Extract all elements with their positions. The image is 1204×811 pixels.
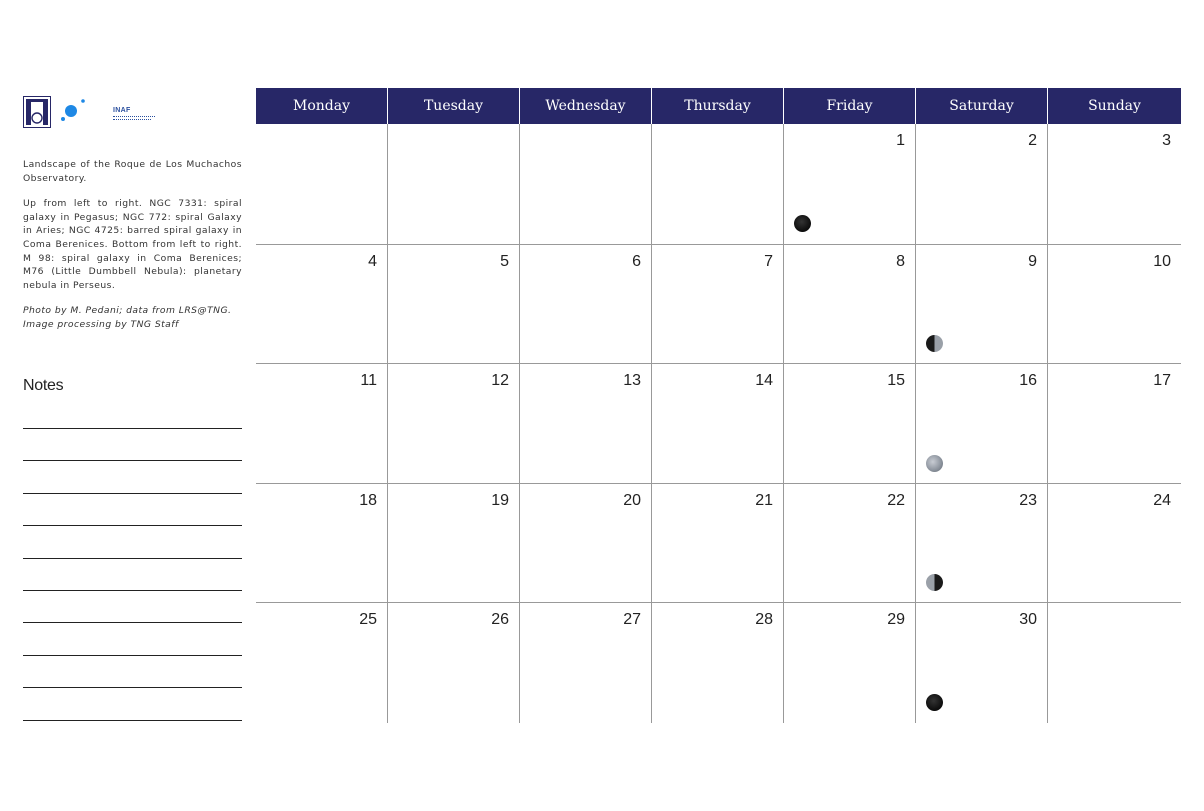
day-number: 19 — [491, 491, 509, 509]
day-cell — [520, 124, 652, 244]
note-line[interactable] — [23, 460, 242, 461]
day-number: 30 — [1019, 611, 1037, 629]
day-cell[interactable] — [652, 245, 784, 365]
inaf-logo-subtitle — [113, 116, 155, 118]
day-number: 9 — [1028, 252, 1037, 270]
day-number: 29 — [887, 611, 905, 629]
day-cell[interactable] — [388, 245, 520, 365]
day-number: 3 — [1162, 132, 1171, 149]
day-cell[interactable] — [256, 245, 388, 365]
day-cell — [388, 124, 520, 244]
day-number: 10 — [1153, 252, 1171, 270]
day-cell[interactable] — [784, 245, 916, 365]
day-number: 6 — [632, 252, 641, 270]
day-cell[interactable] — [916, 245, 1048, 365]
tng-logo-icon — [23, 96, 51, 128]
day-cell[interactable] — [652, 484, 784, 604]
day-number: 5 — [500, 252, 509, 270]
day-cell[interactable] — [916, 603, 1048, 723]
calendar-grid — [256, 124, 1181, 723]
day-cell[interactable] — [652, 603, 784, 723]
day-number: 7 — [764, 252, 773, 270]
day-number: 27 — [623, 611, 641, 629]
day-number: 18 — [359, 491, 377, 509]
new-moon-icon — [926, 694, 943, 711]
day-cell[interactable] — [256, 484, 388, 604]
day-cell[interactable] — [520, 364, 652, 484]
day-cell[interactable] — [784, 124, 916, 244]
inaf-logo-icon — [59, 98, 109, 124]
day-cell — [652, 124, 784, 244]
caption-galaxies: Up from left to right. NGC 7331: spiral galaxy in Pegasus; NGC 772: spiral Galaxy in Aries; NGC 4725: barred spiral galaxy in Coma Berenices. Bottom from left to right. M 98: spiral galaxy in Coma Berenices; M76 (Little Dumbbell Nebula): planetary nebula in Perseus. — [23, 198, 242, 291]
day-cell[interactable] — [388, 603, 520, 723]
week-row — [256, 124, 1181, 244]
day-cell[interactable] — [520, 484, 652, 604]
note-line[interactable] — [23, 558, 242, 559]
week-row — [256, 602, 1181, 723]
inaf-logo-subtitle — [113, 119, 151, 121]
weekday-header — [256, 88, 1181, 124]
weekday-thursday: Thursday — [652, 88, 784, 124]
note-line[interactable] — [23, 590, 242, 591]
day-cell[interactable] — [388, 484, 520, 604]
day-cell[interactable] — [1048, 124, 1181, 244]
day-cell[interactable] — [1048, 245, 1181, 365]
day-cell[interactable] — [256, 364, 388, 484]
day-cell[interactable] — [784, 364, 916, 484]
note-line[interactable] — [23, 493, 242, 494]
week-row — [256, 483, 1181, 604]
photo-credit: Photo by M. Pedani; data from LRS@TNG. Image processing by TNG Staff — [23, 305, 232, 330]
note-line[interactable] — [23, 655, 242, 656]
first-quarter-moon-icon — [926, 335, 943, 352]
notes-title: Notes — [23, 377, 64, 394]
note-line[interactable] — [23, 525, 242, 526]
day-number: 15 — [887, 372, 905, 390]
inaf-logo-text: INAF — [113, 107, 131, 114]
day-number: 13 — [623, 372, 641, 390]
weekday-tuesday: Tuesday — [388, 88, 520, 124]
day-cell[interactable] — [916, 484, 1048, 604]
day-cell[interactable] — [916, 124, 1048, 244]
day-cell[interactable] — [916, 364, 1048, 484]
day-number: 20 — [623, 491, 641, 509]
day-number: 11 — [360, 372, 377, 390]
sidebar — [23, 96, 242, 332]
day-number: 28 — [755, 611, 773, 629]
day-number: 14 — [755, 372, 773, 390]
day-number: 22 — [887, 491, 905, 509]
weekday-monday: Monday — [256, 88, 388, 124]
last-quarter-moon-icon — [926, 574, 943, 591]
week-row — [256, 363, 1181, 484]
day-cell[interactable] — [652, 364, 784, 484]
note-line[interactable] — [23, 428, 242, 429]
day-cell[interactable] — [784, 484, 916, 604]
weekday-wednesday: Wednesday — [520, 88, 652, 124]
week-row — [256, 244, 1181, 365]
day-number: 1 — [896, 132, 905, 149]
day-cell[interactable] — [1048, 484, 1181, 604]
weekday-friday: Friday — [784, 88, 916, 124]
new-moon-icon — [794, 215, 811, 232]
full-moon-icon — [926, 455, 943, 472]
note-line[interactable] — [23, 687, 242, 688]
day-cell[interactable] — [520, 603, 652, 723]
day-number: 25 — [359, 611, 377, 629]
day-cell[interactable] — [1048, 364, 1181, 484]
day-cell[interactable] — [256, 603, 388, 723]
day-number: 16 — [1019, 372, 1037, 390]
day-number: 17 — [1153, 372, 1171, 390]
weekday-saturday: Saturday — [916, 88, 1048, 124]
day-number: 4 — [368, 252, 377, 270]
day-cell — [1048, 603, 1181, 723]
weekday-sunday: Sunday — [1048, 88, 1181, 124]
day-cell[interactable] — [388, 364, 520, 484]
day-number: 26 — [491, 611, 509, 629]
note-line[interactable] — [23, 720, 242, 721]
day-number: 24 — [1153, 491, 1171, 509]
day-number: 23 — [1019, 491, 1037, 509]
note-line[interactable] — [23, 622, 242, 623]
day-number: 8 — [896, 252, 905, 270]
logos — [23, 96, 242, 130]
day-cell[interactable] — [784, 603, 916, 723]
calendar — [256, 88, 1181, 723]
day-number: 21 — [755, 491, 773, 509]
day-number: 2 — [1028, 132, 1037, 149]
day-cell[interactable] — [520, 245, 652, 365]
day-number: 12 — [491, 372, 509, 390]
day-cell — [256, 124, 388, 244]
caption-landscape: Landscape of the Roque de Los Muchachos Observatory. — [23, 159, 242, 184]
